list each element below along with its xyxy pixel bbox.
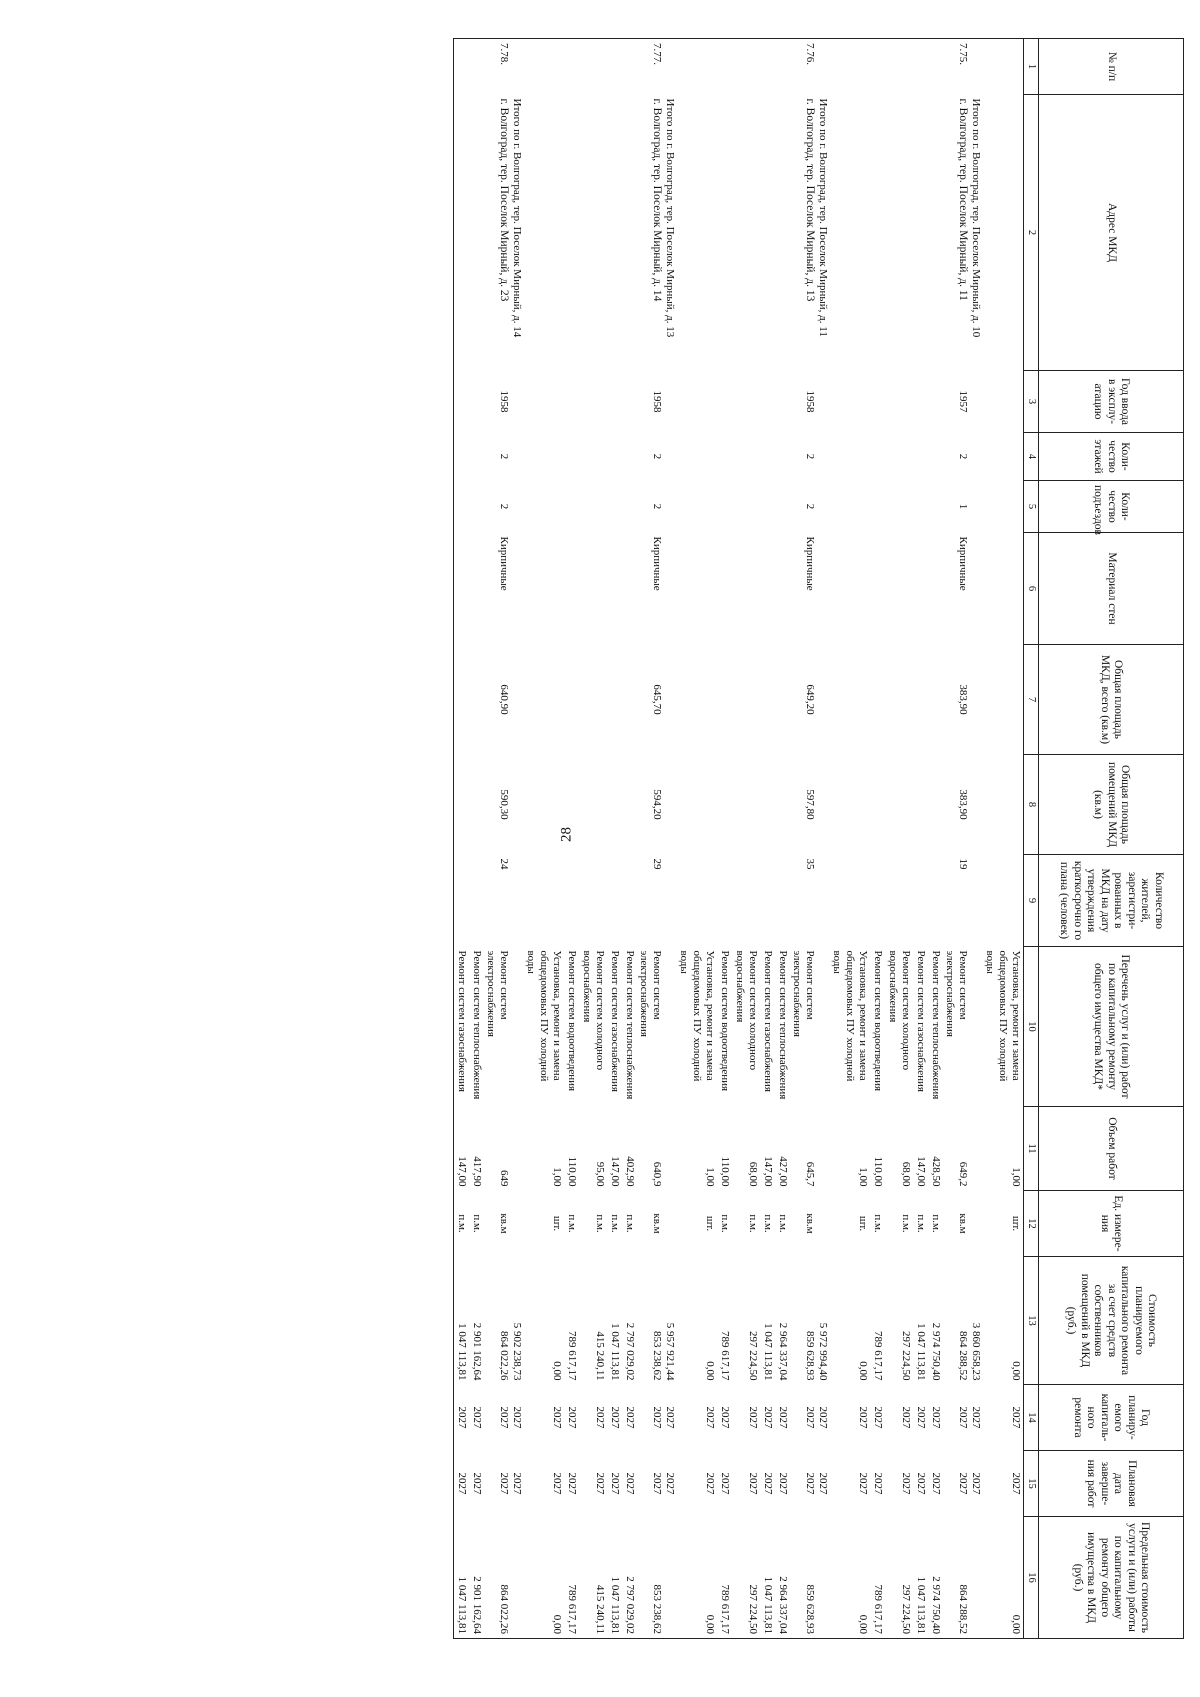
row-number: 7.75. xyxy=(943,39,969,95)
entrances: 2 xyxy=(804,503,816,510)
table-row xyxy=(982,39,1024,1639)
column-number: 2 xyxy=(1024,95,1039,371)
table-row xyxy=(637,39,663,1639)
work-name: Ремонт систем теплоснабжения xyxy=(777,950,789,1100)
work-cost: 2 901 162,64 xyxy=(471,1322,483,1381)
work-name: Ремонт систем теплоснабжения xyxy=(930,950,942,1100)
work-year: 2027 xyxy=(747,1406,759,1429)
work-unit: шт. xyxy=(704,1215,716,1232)
work-date: 2027 xyxy=(857,1472,869,1495)
column-number: 10 xyxy=(1024,947,1039,1107)
work-limit: 2 964 337,04 xyxy=(775,1517,790,1639)
total-date: 2027 xyxy=(817,1472,829,1495)
commission-year: 1958 xyxy=(498,390,510,413)
work-limit: 789 617,17 xyxy=(717,1517,732,1639)
work-cost: 859 628,93 xyxy=(804,1331,816,1381)
work-date: 2027 xyxy=(566,1472,578,1495)
table-row xyxy=(775,39,790,1639)
header-cell: Общая площадь МКД, всего (кв.м) xyxy=(1039,645,1184,755)
column-number: 12 xyxy=(1024,1191,1039,1257)
entrances: 1 xyxy=(957,503,969,510)
work-limit: 1 047 113,81 xyxy=(454,1517,470,1639)
table-row xyxy=(885,39,913,1639)
work-volume: 427,00 xyxy=(777,1156,789,1187)
work-name: Установка, ремонт и замена общедомовых ПУ холодной воды xyxy=(525,950,563,1082)
header-cell: Год ввода в эксплу-атацию xyxy=(1039,371,1184,433)
work-name: Установка, ремонт и замена общедомовых ПУ холодной воды xyxy=(678,950,716,1082)
column-number-row xyxy=(1024,39,1039,1639)
work-year: 2027 xyxy=(498,1406,510,1429)
work-cost: 0,00 xyxy=(551,1361,563,1381)
work-unit: кв.м xyxy=(804,1213,816,1234)
work-date: 2027 xyxy=(804,1472,816,1495)
header-cell: Предельная стоимость услуги и (или) работы по капитальному ремонту общего имущества в МКД (руб.) xyxy=(1039,1517,1184,1639)
column-number: 7 xyxy=(1024,645,1039,755)
work-unit: п.м. xyxy=(624,1214,636,1233)
work-volume: 640,9 xyxy=(651,1161,663,1187)
floors: 2 xyxy=(957,453,969,460)
total-cost: 3 860 658,23 xyxy=(970,1322,982,1381)
work-limit: 2 797 029,02 xyxy=(622,1517,637,1639)
work-cost: 853 238,62 xyxy=(651,1331,663,1381)
work-unit: кв.м xyxy=(651,1213,663,1234)
area-total: 645,70 xyxy=(651,684,663,715)
work-name: Ремонт систем теплоснабжения xyxy=(624,950,636,1100)
column-number: 3 xyxy=(1024,371,1039,433)
work-volume: 147,00 xyxy=(915,1156,927,1187)
work-year: 2027 xyxy=(777,1406,789,1429)
column-number: 14 xyxy=(1024,1385,1039,1451)
work-name: Ремонт систем электроснабжения xyxy=(485,950,510,1037)
area-rooms: 383,90 xyxy=(957,789,969,820)
header-cell: Адрес МКД xyxy=(1039,95,1184,371)
work-limit: 297 224,50 xyxy=(885,1517,913,1639)
work-volume: 147,00 xyxy=(609,1156,621,1187)
table-row xyxy=(676,39,717,1639)
work-name: Ремонт систем водоотведения xyxy=(872,950,884,1092)
work-volume: 1,00 xyxy=(704,1167,716,1187)
work-volume: 1,00 xyxy=(1010,1167,1022,1187)
work-unit: шт. xyxy=(551,1215,563,1232)
total-label: Итого по г. Волгоград, тер. Поселок Мирный, д. 11 xyxy=(817,98,829,337)
total-year: 2027 xyxy=(511,1406,523,1429)
table-row xyxy=(913,39,928,1639)
work-cost: 2 797 029,02 xyxy=(624,1322,636,1381)
wall-material: Кирпичные xyxy=(957,536,969,591)
total-date: 2027 xyxy=(970,1472,982,1495)
work-volume: 402,90 xyxy=(624,1156,636,1187)
header-row xyxy=(1039,39,1184,1639)
work-limit: 0,00 xyxy=(982,1517,1024,1639)
entrances: 2 xyxy=(498,503,510,510)
work-name: Установка, ремонт и замена общедомовых ПУ холодной воды xyxy=(984,950,1022,1082)
work-limit: 0,00 xyxy=(829,1517,870,1639)
work-cost: 1 047 113,81 xyxy=(454,1257,470,1385)
work-cost: 1 047 113,81 xyxy=(609,1323,621,1381)
total-row xyxy=(816,39,829,1639)
table-row xyxy=(732,39,760,1639)
work-date: 2027 xyxy=(624,1472,636,1495)
table-row xyxy=(454,39,470,1639)
area-total: 649,20 xyxy=(804,684,816,715)
work-limit: 1 047 113,81 xyxy=(607,1517,622,1639)
work-name: Ремонт систем теплоснабжения xyxy=(471,950,483,1100)
total-cost: 5 902 238,73 xyxy=(511,1322,523,1381)
work-date: 2027 xyxy=(719,1472,731,1495)
work-volume: 68,00 xyxy=(747,1161,759,1187)
table-row xyxy=(564,39,579,1639)
entrances: 2 xyxy=(651,503,663,510)
work-unit: п.м. xyxy=(777,1214,789,1233)
work-name: Ремонт систем газоснабжения xyxy=(454,947,470,1107)
work-limit: 0,00 xyxy=(523,1517,564,1639)
work-volume: 417,90 xyxy=(471,1156,483,1187)
residents: 35 xyxy=(804,858,816,870)
work-date: 2027 xyxy=(454,1451,470,1517)
table-row xyxy=(484,39,510,1639)
column-number: 8 xyxy=(1024,755,1039,855)
work-year: 2027 xyxy=(762,1406,774,1429)
table-row xyxy=(579,39,607,1639)
work-year: 2027 xyxy=(609,1406,621,1429)
work-cost: 1 047 113,81 xyxy=(762,1323,774,1381)
work-limit: 1 047 113,81 xyxy=(760,1517,775,1639)
table-row xyxy=(622,39,637,1639)
work-date: 2027 xyxy=(872,1472,884,1495)
work-date: 2027 xyxy=(594,1472,606,1495)
floors: 2 xyxy=(651,453,663,460)
work-year: 2027 xyxy=(1010,1406,1022,1429)
work-volume: 649 xyxy=(498,1170,510,1187)
work-date: 2027 xyxy=(930,1472,942,1495)
work-date: 2027 xyxy=(609,1472,621,1495)
work-date: 2027 xyxy=(777,1472,789,1495)
column-number: 6 xyxy=(1024,533,1039,645)
work-name: Ремонт систем электроснабжения xyxy=(638,950,663,1037)
work-unit: кв.м xyxy=(957,1213,969,1234)
work-year: 2027 xyxy=(804,1406,816,1429)
work-volume: 649,2 xyxy=(957,1161,969,1187)
work-date: 2027 xyxy=(471,1472,483,1495)
work-unit: п.м. xyxy=(762,1214,774,1233)
work-cost: 0,00 xyxy=(857,1361,869,1381)
work-limit: 789 617,17 xyxy=(870,1517,885,1639)
work-limit: 864 288,52 xyxy=(943,1517,969,1639)
total-year: 2027 xyxy=(817,1406,829,1429)
header-cell: Перечень услуг и (или) работ по капитальному ремонту общего имущества МКД* xyxy=(1039,947,1184,1107)
area-rooms: 590,30 xyxy=(498,789,510,820)
work-year: 2027 xyxy=(930,1406,942,1429)
work-unit: п.м. xyxy=(566,1214,578,1233)
work-unit: п.м. xyxy=(900,1214,912,1233)
row-number: 7.77. xyxy=(637,39,663,95)
total-date: 2027 xyxy=(511,1472,523,1495)
header-cell: Коли-чество подъездов xyxy=(1039,481,1184,533)
total-cost: 5 972 994,40 xyxy=(817,1322,829,1381)
work-date: 2027 xyxy=(651,1472,663,1495)
area-rooms: 597,80 xyxy=(804,789,816,820)
work-name: Ремонт систем водоотведения xyxy=(566,950,578,1092)
work-limit: 1 047 113,81 xyxy=(913,1517,928,1639)
residents: 19 xyxy=(957,858,969,870)
column-number: 1 xyxy=(1024,39,1039,95)
work-year: 2027 xyxy=(624,1406,636,1429)
work-cost: 789 617,17 xyxy=(872,1331,884,1381)
header-cell: Количество жителей, зарегистри-рованных в МКД на дату утверждения краткосрочно го плана (человек) xyxy=(1039,855,1184,947)
commission-year: 1958 xyxy=(804,390,816,413)
row-number: 7.76. xyxy=(790,39,816,95)
floors: 2 xyxy=(804,453,816,460)
work-cost: 1 047 113,81 xyxy=(915,1323,927,1381)
total-label: Итого по г. Волгоград, тер. Поселок Мирный, д. 13 xyxy=(664,98,676,338)
area-rooms: 594,20 xyxy=(651,789,663,820)
wall-material: Кирпичные xyxy=(651,536,663,591)
column-number: 13 xyxy=(1024,1257,1039,1385)
work-date: 2027 xyxy=(957,1472,969,1495)
work-limit: 0,00 xyxy=(676,1517,717,1639)
header-cell: № п/п xyxy=(1039,39,1184,95)
work-date: 2027 xyxy=(498,1472,510,1495)
work-year: 2027 xyxy=(872,1406,884,1429)
work-year: 2027 xyxy=(566,1406,578,1429)
column-number: 9 xyxy=(1024,855,1039,947)
work-year: 2027 xyxy=(651,1406,663,1429)
work-limit: 853 238,62 xyxy=(637,1517,663,1639)
total-row xyxy=(510,39,523,1639)
work-name: Ремонт систем электроснабжения xyxy=(944,950,969,1037)
work-cost: 297 224,50 xyxy=(900,1331,912,1381)
work-volume: 110,00 xyxy=(566,1156,578,1187)
work-unit: п.м. xyxy=(747,1214,759,1233)
floors: 2 xyxy=(498,453,510,460)
row-number: 7.78. xyxy=(484,39,510,95)
work-unit: п.м. xyxy=(719,1214,731,1233)
header-cell: Плановая дата заверше-ния работ xyxy=(1039,1451,1184,1517)
work-name: Установка, ремонт и замена общедомовых ПУ холодной воды xyxy=(831,950,869,1082)
table-row xyxy=(829,39,870,1639)
work-limit: 789 617,17 xyxy=(564,1517,579,1639)
header-cell: Год планиру-емого капиталь-ного ремонта xyxy=(1039,1385,1184,1451)
header-cell: Коли-чество этажей xyxy=(1039,433,1184,481)
area-total: 640,90 xyxy=(498,684,510,715)
area-total: 383,90 xyxy=(957,684,969,715)
table-row xyxy=(870,39,885,1639)
work-volume: 110,00 xyxy=(719,1156,731,1187)
table-row xyxy=(790,39,816,1639)
header-cell: Ед. измере-ния xyxy=(1039,1191,1184,1257)
table-row xyxy=(607,39,622,1639)
work-volume: 147,00 xyxy=(762,1156,774,1187)
work-unit: п.м. xyxy=(915,1214,927,1233)
work-name: Ремонт систем холодного водоснабжения xyxy=(887,950,912,1071)
work-name: Ремонт систем холодного водоснабжения xyxy=(581,950,606,1071)
total-row xyxy=(663,39,676,1639)
work-unit: п.м. xyxy=(454,1191,470,1257)
table-row xyxy=(760,39,775,1639)
work-limit: 415 240,11 xyxy=(579,1517,607,1639)
table-row xyxy=(928,39,943,1639)
residents: 29 xyxy=(651,858,663,870)
header-cell: Стоимость планируемого капитального ремонта за счет средств собственников помещений в МКД (руб.) xyxy=(1039,1257,1184,1385)
work-year: 2027 xyxy=(719,1406,731,1429)
work-limit: 864 022,26 xyxy=(484,1517,510,1639)
work-limit: 859 628,93 xyxy=(790,1517,816,1639)
work-year: 2027 xyxy=(957,1406,969,1429)
repair-plan-table xyxy=(453,38,1184,1639)
residents: 24 xyxy=(498,858,510,870)
work-unit: кв.м xyxy=(498,1213,510,1234)
column-number: 5 xyxy=(1024,481,1039,533)
total-label: Итого по г. Волгоград, тер. Поселок Мирный, д. 10 xyxy=(970,98,982,338)
wall-material: Кирпичные xyxy=(498,536,510,591)
table-row xyxy=(469,39,484,1639)
total-row xyxy=(969,39,982,1639)
work-cost: 864 288,52 xyxy=(957,1331,969,1381)
work-date: 2027 xyxy=(762,1472,774,1495)
total-date: 2027 xyxy=(664,1472,676,1495)
work-unit: п.м. xyxy=(609,1214,621,1233)
work-year: 2027 xyxy=(471,1406,483,1429)
work-limit: 2 974 750,40 xyxy=(928,1517,943,1639)
table-row xyxy=(717,39,732,1639)
total-cost: 5 957 921,44 xyxy=(664,1322,676,1381)
work-cost: 415 240,11 xyxy=(594,1331,606,1381)
table-body xyxy=(454,39,1024,1639)
address: г. Волгоград, тер. Поселок Мирный, д. 14 xyxy=(651,98,663,302)
commission-year: 1957 xyxy=(957,390,969,413)
work-date: 2027 xyxy=(747,1472,759,1495)
work-name: Ремонт систем холодного водоснабжения xyxy=(734,950,759,1071)
work-volume: 147,00 xyxy=(454,1107,470,1191)
work-date: 2027 xyxy=(900,1472,912,1495)
work-year: 2027 xyxy=(900,1406,912,1429)
page-number: 28 xyxy=(558,827,575,842)
table-row xyxy=(523,39,564,1639)
work-unit: п.м. xyxy=(471,1214,483,1233)
total-year: 2027 xyxy=(970,1406,982,1429)
work-volume: 428,50 xyxy=(930,1156,942,1187)
total-year: 2027 xyxy=(664,1406,676,1429)
work-unit: п.м. xyxy=(594,1214,606,1233)
work-name: Ремонт систем водоотведения xyxy=(719,950,731,1092)
work-name: Ремонт систем газоснабжения xyxy=(762,950,774,1092)
column-number: 16 xyxy=(1024,1517,1039,1639)
work-year: 2027 xyxy=(704,1406,716,1429)
work-volume: 110,00 xyxy=(872,1156,884,1187)
work-volume: 645,7 xyxy=(804,1161,816,1187)
header-cell: Объем работ xyxy=(1039,1107,1184,1191)
address: г. Волгоград, тер. Поселок Мирный, д. 23 xyxy=(498,98,510,302)
work-date: 2027 xyxy=(704,1472,716,1495)
rotated-table-page xyxy=(40,38,1184,1638)
table-row xyxy=(943,39,969,1639)
work-date: 2027 xyxy=(1010,1472,1022,1495)
work-cost: 789 617,17 xyxy=(719,1331,731,1381)
work-year: 2027 xyxy=(551,1406,563,1429)
column-number: 15 xyxy=(1024,1451,1039,1517)
work-name: Ремонт систем газоснабжения xyxy=(609,950,621,1092)
work-year: 2027 xyxy=(915,1406,927,1429)
header-cell: Материал стен xyxy=(1039,533,1184,645)
work-cost: 297 224,50 xyxy=(747,1331,759,1381)
address: г. Волгоград, тер. Поселок Мирный, д. 13 xyxy=(804,98,816,302)
work-unit: шт. xyxy=(1010,1215,1022,1232)
work-volume: 1,00 xyxy=(857,1167,869,1187)
work-year: 2027 xyxy=(594,1406,606,1429)
work-limit: 2 901 162,64 xyxy=(469,1517,484,1639)
work-unit: шт. xyxy=(857,1215,869,1232)
work-limit: 297 224,50 xyxy=(732,1517,760,1639)
work-volume: 1,00 xyxy=(551,1167,563,1187)
work-cost: 0,00 xyxy=(704,1361,716,1381)
work-volume: 95,00 xyxy=(594,1161,606,1187)
work-name: Ремонт систем газоснабжения xyxy=(915,950,927,1092)
work-cost: 789 617,17 xyxy=(566,1331,578,1381)
work-cost: 2 974 750,40 xyxy=(930,1322,942,1381)
wall-material: Кирпичные xyxy=(804,536,816,591)
column-number: 4 xyxy=(1024,433,1039,481)
work-volume: 68,00 xyxy=(900,1161,912,1187)
header-cell: Общая площадь помещений МКД (кв.м) xyxy=(1039,755,1184,855)
work-date: 2027 xyxy=(915,1472,927,1495)
address: г. Волгоград, тер. Поселок Мирный, д. 11 xyxy=(957,98,969,301)
work-year: 2027 xyxy=(857,1406,869,1429)
work-unit: п.м. xyxy=(872,1214,884,1233)
total-label: Итого по г. Волгоград, тер. Поселок Мирный, д. 14 xyxy=(511,98,523,338)
work-name: Ремонт систем электроснабжения xyxy=(791,950,816,1037)
column-number: 11 xyxy=(1024,1107,1039,1191)
work-cost: 0,00 xyxy=(1010,1361,1022,1381)
work-year: 2027 xyxy=(454,1385,470,1451)
work-unit: п.м. xyxy=(930,1214,942,1233)
work-date: 2027 xyxy=(551,1472,563,1495)
commission-year: 1958 xyxy=(651,390,663,413)
work-cost: 864 022,26 xyxy=(498,1331,510,1381)
work-cost: 2 964 337,04 xyxy=(777,1322,789,1381)
